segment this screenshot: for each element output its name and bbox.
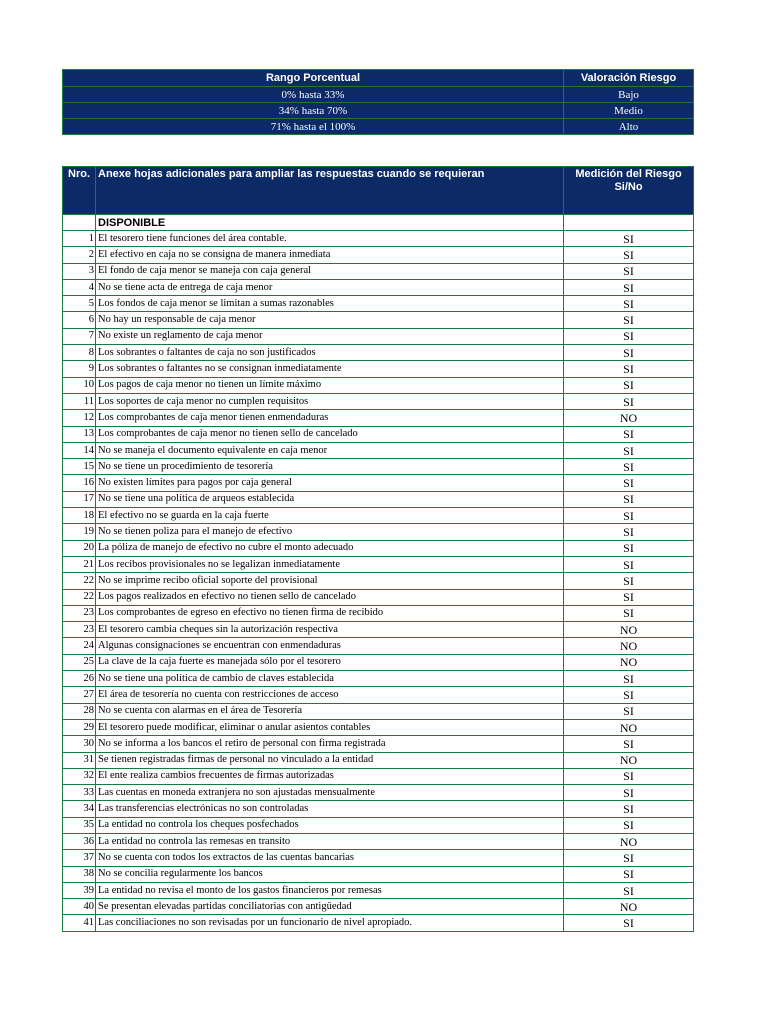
row-answer: SI (564, 312, 694, 328)
table-row (63, 247, 694, 263)
row-number: 39 (63, 882, 96, 898)
row-number: 29 (63, 719, 96, 735)
table-row (63, 703, 694, 719)
question-header: Anexe hojas adicionales para ampliar las respuestas cuando se requieran (96, 167, 564, 215)
measure-header: Medición del Riesgo Si/No (564, 167, 694, 215)
table-row (63, 736, 694, 752)
table-row (63, 850, 694, 866)
row-answer: SI (564, 231, 694, 247)
row-question: El tesorero puede modificar, eliminar o anular asientos contables (96, 719, 564, 735)
row-question: El tesorero cambia cheques sin la autorización respectiva (96, 622, 564, 638)
row-number: 4 (63, 279, 96, 295)
row-number: 37 (63, 850, 96, 866)
row-number: 22 (63, 573, 96, 589)
range-cell: 34% hasta 70% (63, 103, 564, 119)
row-question: Los comprobantes de caja menor no tienen sello de cancelado (96, 426, 564, 442)
section-measure-cell (564, 215, 694, 231)
table-row (63, 573, 694, 589)
range-row (63, 119, 694, 135)
row-answer: SI (564, 687, 694, 703)
table-row (63, 328, 694, 344)
row-answer: NO (564, 899, 694, 915)
row-number: 25 (63, 654, 96, 670)
row-answer: SI (564, 279, 694, 295)
row-number: 12 (63, 410, 96, 426)
row-number: 19 (63, 524, 96, 540)
row-answer: SI (564, 801, 694, 817)
row-number: 3 (63, 263, 96, 279)
row-number: 34 (63, 801, 96, 817)
row-question: Se tienen registradas firmas de personal no vinculado a la entidad (96, 752, 564, 768)
row-answer: SI (564, 556, 694, 572)
row-number: 1 (63, 231, 96, 247)
row-number: 22 (63, 589, 96, 605)
row-answer: SI (564, 573, 694, 589)
row-question: Los sobrantes o faltantes no se consignan inmediatamente (96, 361, 564, 377)
row-answer: SI (564, 508, 694, 524)
row-question: No se cuenta con alarmas en el área de Tesorería (96, 703, 564, 719)
row-question: El efectivo en caja no se consigna de manera inmediata (96, 247, 564, 263)
table-row (63, 768, 694, 784)
row-answer: SI (564, 459, 694, 475)
table-row (63, 654, 694, 670)
table-row (63, 899, 694, 915)
table-row (63, 410, 694, 426)
row-answer: SI (564, 442, 694, 458)
table-row (63, 263, 694, 279)
row-question: No se concilia regularmente los bancos (96, 866, 564, 882)
table-row (63, 345, 694, 361)
row-answer: SI (564, 247, 694, 263)
row-number: 15 (63, 459, 96, 475)
row-number: 24 (63, 638, 96, 654)
table-row (63, 361, 694, 377)
row-question: No existe un reglamento de caja menor (96, 328, 564, 344)
row-number: 16 (63, 475, 96, 491)
risk-range-table (62, 69, 694, 135)
row-number: 36 (63, 833, 96, 849)
risk-questionnaire-table (62, 166, 694, 932)
range-table-header (63, 70, 694, 87)
table-row (63, 801, 694, 817)
row-answer: SI (564, 882, 694, 898)
table-row (63, 296, 694, 312)
row-question: No se cuenta con todos los extractos de las cuentas bancarias (96, 850, 564, 866)
row-question: No se informa a los bancos el retiro de personal con firma registrada (96, 736, 564, 752)
row-answer: SI (564, 328, 694, 344)
row-question: La entidad no revisa el monto de los gastos financieros por remesas (96, 882, 564, 898)
table-row (63, 882, 694, 898)
row-answer: SI (564, 915, 694, 931)
table-row (63, 671, 694, 687)
row-question: No se maneja el documento equivalente en caja menor (96, 442, 564, 458)
table-row (63, 833, 694, 849)
table-row (63, 459, 694, 475)
table-row (63, 508, 694, 524)
row-question: No se tiene acta de entrega de caja menor (96, 279, 564, 295)
row-number: 10 (63, 377, 96, 393)
row-answer: NO (564, 719, 694, 735)
table-row (63, 540, 694, 556)
table-row (63, 312, 694, 328)
row-answer: SI (564, 540, 694, 556)
range-cell: 0% hasta 33% (63, 87, 564, 103)
row-answer: SI (564, 393, 694, 409)
row-question: No hay un responsable de caja menor (96, 312, 564, 328)
row-question: Las cuentas en moneda extranjera no son ajustadas mensualmente (96, 785, 564, 801)
row-number: 21 (63, 556, 96, 572)
row-number: 11 (63, 393, 96, 409)
row-answer: SI (564, 377, 694, 393)
row-answer: NO (564, 752, 694, 768)
row-number: 7 (63, 328, 96, 344)
section-row (63, 215, 694, 231)
row-answer: SI (564, 671, 694, 687)
row-number: 40 (63, 899, 96, 915)
row-answer: SI (564, 589, 694, 605)
row-question: La entidad no controla las remesas en transito (96, 833, 564, 849)
range-header-valuation: Valoración Riesgo (564, 70, 694, 87)
row-question: No se tiene una política de cambio de claves establecida (96, 671, 564, 687)
row-answer: NO (564, 833, 694, 849)
valuation-cell: Medio (564, 103, 694, 119)
row-answer: SI (564, 768, 694, 784)
row-answer: SI (564, 850, 694, 866)
row-question: Los comprobantes de egreso en efectivo no tienen firma de recibido (96, 605, 564, 621)
table-row (63, 393, 694, 409)
row-number: 26 (63, 671, 96, 687)
row-answer: SI (564, 866, 694, 882)
nro-header: Nro. (63, 167, 96, 215)
row-number: 8 (63, 345, 96, 361)
table-row (63, 279, 694, 295)
row-question: Algunas consignaciones se encuentran con enmendaduras (96, 638, 564, 654)
row-number: 20 (63, 540, 96, 556)
row-question: Los soportes de caja menor no cumplen requisitos (96, 393, 564, 409)
row-answer: SI (564, 785, 694, 801)
row-answer: NO (564, 638, 694, 654)
row-answer: SI (564, 475, 694, 491)
row-question: Los recibos provisionales no se legalizan inmediatamente (96, 556, 564, 572)
table-row (63, 785, 694, 801)
row-number: 31 (63, 752, 96, 768)
row-number: 23 (63, 605, 96, 621)
table-row (63, 491, 694, 507)
row-question: Las transferencias electrónicas no son controladas (96, 801, 564, 817)
row-answer: NO (564, 622, 694, 638)
valuation-cell: Alto (564, 119, 694, 135)
row-question: El efectivo no se guarda en la caja fuerte (96, 508, 564, 524)
row-number: 33 (63, 785, 96, 801)
row-question: No se tienen poliza para el manejo de efectivo (96, 524, 564, 540)
row-number: 9 (63, 361, 96, 377)
row-question: El fondo de caja menor se maneja con caja general (96, 263, 564, 279)
table-row (63, 231, 694, 247)
table-row (63, 426, 694, 442)
row-question: Los sobrantes o faltantes de caja no son justificados (96, 345, 564, 361)
row-question: No se imprime recibo oficial soporte del provisional (96, 573, 564, 589)
table-row (63, 605, 694, 621)
row-number: 13 (63, 426, 96, 442)
table-row (63, 556, 694, 572)
row-question: La clave de la caja fuerte es manejada sólo por el tesorero (96, 654, 564, 670)
row-question: El tesorero tiene funciones del área contable. (96, 231, 564, 247)
row-answer: SI (564, 361, 694, 377)
row-answer: SI (564, 605, 694, 621)
row-answer: NO (564, 410, 694, 426)
questionnaire-body (63, 215, 694, 932)
table-row (63, 622, 694, 638)
row-question: La póliza de manejo de efectivo no cubre el monto adecuado (96, 540, 564, 556)
row-answer: SI (564, 263, 694, 279)
row-question: Las conciliaciones no son revisadas por un funcionario de nivel apropiado. (96, 915, 564, 931)
section-title: DISPONIBLE (96, 215, 564, 231)
table-row (63, 442, 694, 458)
table-row (63, 719, 694, 735)
row-number: 28 (63, 703, 96, 719)
range-header-percent: Rango Porcentual (63, 70, 564, 87)
row-number: 14 (63, 442, 96, 458)
row-answer: SI (564, 817, 694, 833)
valuation-cell: Bajo (564, 87, 694, 103)
row-answer: NO (564, 654, 694, 670)
table-row (63, 866, 694, 882)
range-row (63, 103, 694, 119)
row-number: 32 (63, 768, 96, 784)
range-row (63, 87, 694, 103)
row-question: No se tiene un procedimiento de tesorería (96, 459, 564, 475)
row-number: 41 (63, 915, 96, 931)
row-question: Los comprobantes de caja menor tienen enmendaduras (96, 410, 564, 426)
row-question: No existen límites para pagos por caja general (96, 475, 564, 491)
range-cell: 71% hasta el 100% (63, 119, 564, 135)
row-answer: SI (564, 703, 694, 719)
row-answer: SI (564, 426, 694, 442)
row-question: El ente realiza cambios frecuentes de firmas autorizadas (96, 768, 564, 784)
row-question: El área de tesorería no cuenta con restricciones de acceso (96, 687, 564, 703)
row-answer: SI (564, 736, 694, 752)
row-question: Los pagos realizados en efectivo no tienen sello de cancelado (96, 589, 564, 605)
row-question: La entidad no controla los cheques posfechados (96, 817, 564, 833)
section-nro-cell (63, 215, 96, 231)
table-row (63, 915, 694, 931)
row-question: Los pagos de caja menor no tienen un límite máximo (96, 377, 564, 393)
row-number: 23 (63, 622, 96, 638)
row-answer: SI (564, 491, 694, 507)
row-number: 35 (63, 817, 96, 833)
table-row (63, 589, 694, 605)
row-number: 27 (63, 687, 96, 703)
questionnaire-header (63, 167, 694, 215)
row-number: 17 (63, 491, 96, 507)
table-row (63, 687, 694, 703)
table-row (63, 752, 694, 768)
table-row (63, 377, 694, 393)
row-number: 18 (63, 508, 96, 524)
row-answer: SI (564, 345, 694, 361)
row-question: No se tiene una política de arqueos establecida (96, 491, 564, 507)
table-row (63, 817, 694, 833)
row-answer: SI (564, 524, 694, 540)
row-number: 6 (63, 312, 96, 328)
row-number: 30 (63, 736, 96, 752)
row-answer: SI (564, 296, 694, 312)
table-row (63, 524, 694, 540)
row-number: 38 (63, 866, 96, 882)
row-question: Los fondos de caja menor se limitan a sumas razonables (96, 296, 564, 312)
row-number: 5 (63, 296, 96, 312)
table-row (63, 638, 694, 654)
row-number: 2 (63, 247, 96, 263)
row-question: Se presentan elevadas partidas conciliatorias con antigüedad (96, 899, 564, 915)
table-row (63, 475, 694, 491)
